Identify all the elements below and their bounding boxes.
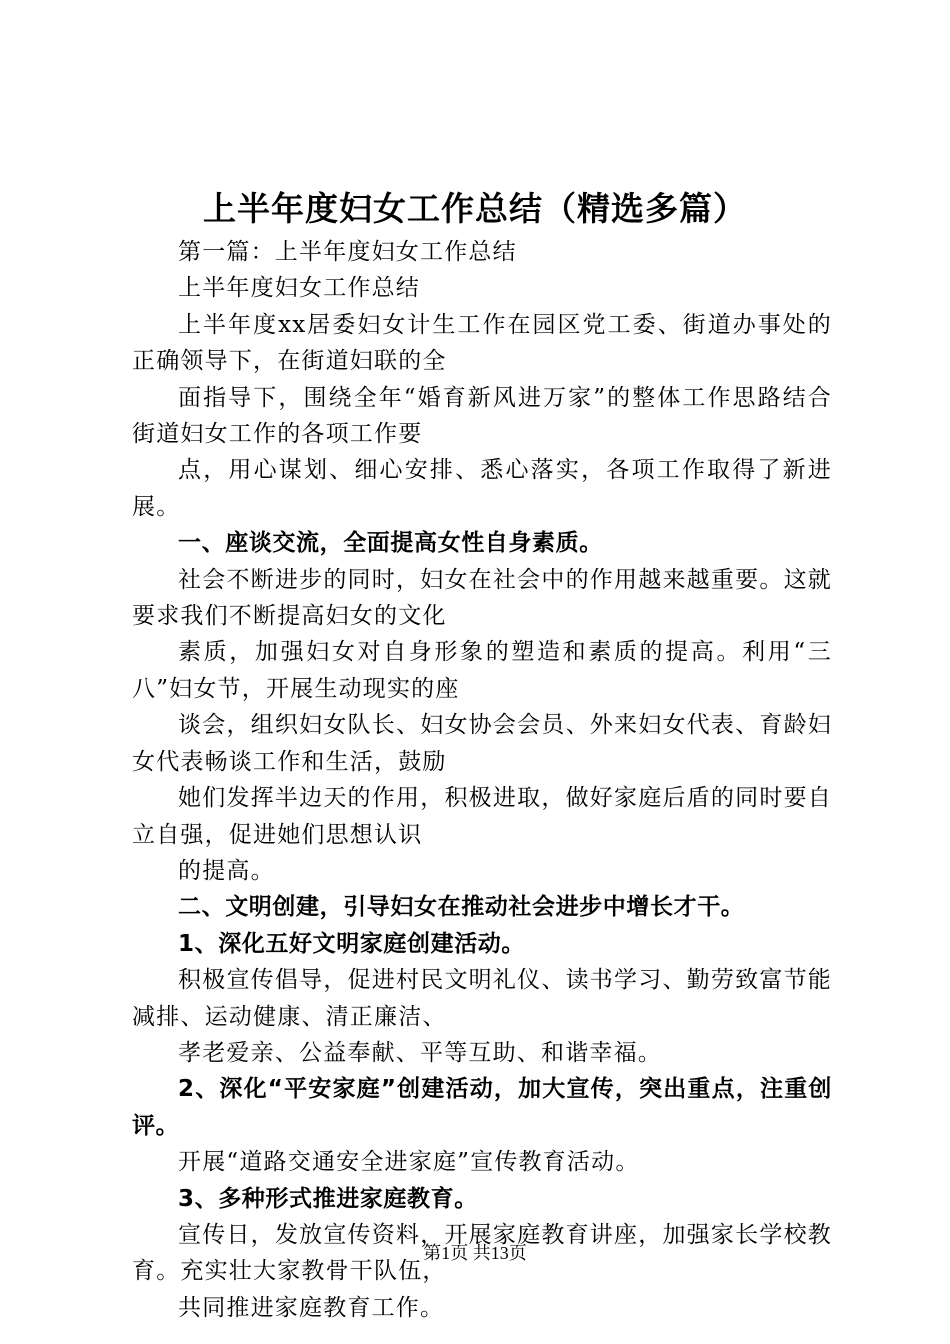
body-paragraph: 上半年度xx居委妇女计生工作在园区党工委、街道办事处的正确领导下，在街道妇联的全	[132, 311, 832, 375]
body-paragraph: 点，用心谋划、细心安排、悉心落实，各项工作取得了新进展。	[132, 457, 832, 520]
body-paragraph: 共同推进家庭教育工作。	[178, 1294, 445, 1321]
body-paragraph: 社会不断进步的同时，妇女在社会中的作用越来越重要。这就要求我们不断提高妇女的文化	[132, 566, 832, 630]
body-paragraph: 开展“道路交通安全进家庭”宣传教育活动。	[178, 1149, 640, 1176]
body-paragraph: 积极宣传倡导，促进村民文明礼仪、读书学习、勤劳致富节能减排、运动健康、清正廉洁、	[132, 967, 832, 1030]
document-title: 上半年度妇女工作总结（精选多篇）	[203, 189, 747, 228]
body-paragraph: 的提高。	[178, 857, 275, 884]
section-heading: 二、文明创建，引导妇女在推动社会进步中增长才干。	[178, 894, 745, 921]
body-paragraph: 孝老爱亲、公益奉献、平等互助、和谐幸福。	[178, 1039, 662, 1066]
body-paragraph: 谈会，组织妇女队长、妇女协会会员、外来妇女代表、育龄妇女代表畅谈工作和生活，鼓励	[132, 712, 832, 775]
section-heading: 3、多种形式推进家庭教育。	[178, 1185, 478, 1212]
body-paragraph: 宣传日，发放宣传资料，开展家庭教育讲座，加强家长学校教育。充实壮大家教骨干队伍，	[132, 1221, 832, 1285]
body-paragraph: 面指导下，围绕全年“婚育新风进万家”的整体工作思路结合街道妇女工作的各项工作要	[132, 384, 832, 448]
body-paragraph: 素质，加强妇女对自身形象的塑造和素质的提高。利用“三八”妇女节，开展生动现实的座	[132, 639, 832, 702]
body-paragraph: 第一篇：上半年度妇女工作总结	[178, 239, 517, 265]
page-footer: 第1页 共13页	[423, 1243, 527, 1263]
section-heading: 一、座谈交流，全面提高女性自身素质。	[178, 530, 603, 557]
body-paragraph: 她们发挥半边天的作用，积极进取，做好家庭后盾的同时要自立自强，促进她们思想认识	[132, 785, 832, 848]
body-paragraph: 上半年度妇女工作总结	[178, 275, 420, 302]
section-heading: 2、深化“平安家庭”创建活动，加大宣传，突出重点，注重创评。	[132, 1076, 832, 1139]
section-heading: 1、深化五好文明家庭创建活动。	[178, 930, 526, 957]
document-body	[132, 234, 832, 1326]
